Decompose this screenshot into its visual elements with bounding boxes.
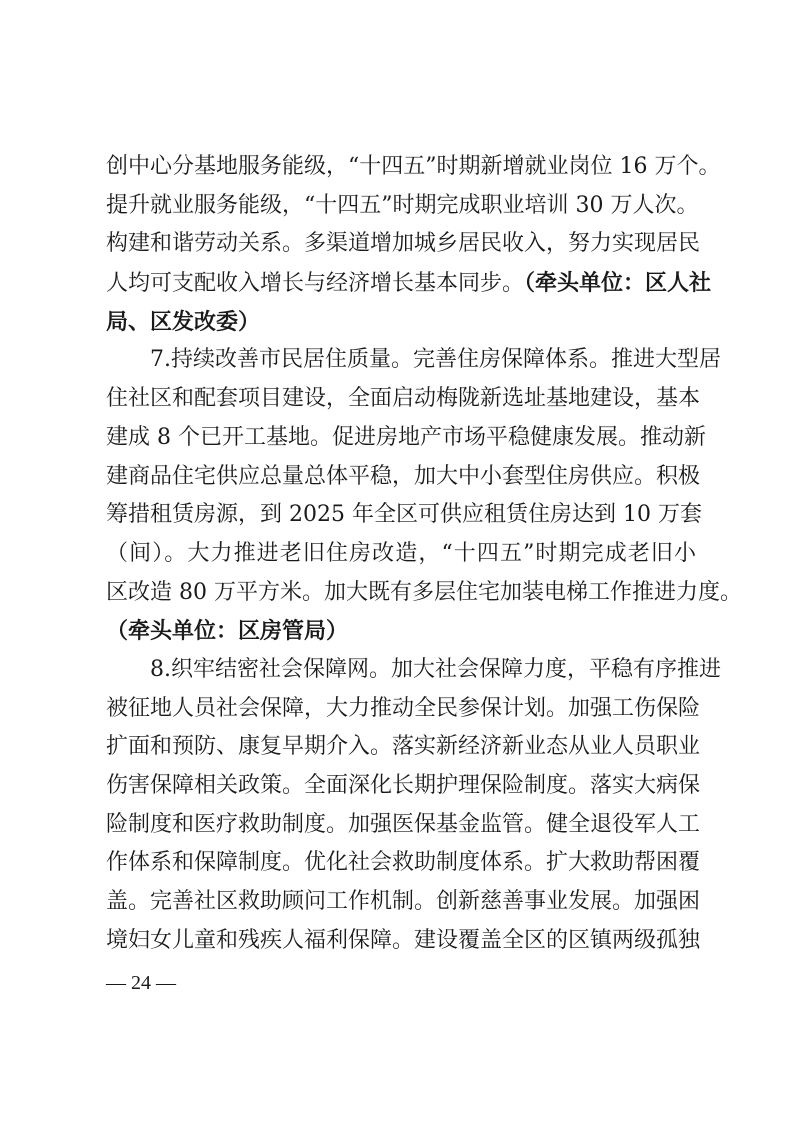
section-heading-8: 8.织牢结密社会保障网。加大社会保障力度，平稳有序推进 [150,656,721,682]
text-line: 境妇女儿童和残疾人福利保障。建设覆盖全区的区镇两级孤独 [106,927,701,953]
text-line: 建商品住宅供应总量总体平稳，加大中小套型住房供应。积极 [106,463,701,489]
text-line: 建成 8 个已开工基地。促进房地产市场平稳健康发展。推动新 [106,424,706,450]
lead-unit-label: （牵头单位：区房管局） [106,618,349,645]
text-line: 作体系和保障制度。优化社会救助制度体系。扩大救助帮困覆 [106,850,701,876]
page-number: — 24 — [106,972,176,994]
text-line: 构建和谐劳动关系。多渠道增加城乡居民收入，努力实现居民 [106,231,701,257]
text-line: 扩面和预防、康复早期介入。落实新经济新业态从业人员职业 [106,734,701,760]
text-line: 伤害保障相关政策。全面深化长期护理保险制度。落实大病保 [106,773,701,798]
text-line: 创中心分基地服务能级，“十四五”时期新增就业岗位 16 万个。 [106,154,721,179]
text-line: 提升就业服务能级，“十四五”时期完成职业培训 30 万人次。 [106,192,699,218]
text-segment: 人均可支配收入增长与经济增长基本同步。 [106,271,525,297]
text-line: 被征地人员社会保障，大力推动全民参保计划。加强工伤保险 [106,695,701,721]
body-text [106,148,742,960]
text-line: （间）。大力推进老旧住房改造，“十四五”时期完成老旧小 [106,540,696,566]
lead-unit-label: 局、区发改委） [106,308,261,335]
text-line: 区改造 80 万平方米。加大既有多层住宅加装电梯工作推进力度。 [106,579,742,605]
text-line: 筹措租赁房源，到 2025 年全区可供应租赁住房达到 10 万套 [106,502,702,528]
text-line: 住社区和配套项目建设，全面启动梅陇新选址基地建设，基本 [106,386,701,412]
text-line: 险制度和医疗救助制度。加强医保基金监管。健全退役军人工 [106,811,701,837]
section-heading-7: 7.持续改善市民居住质量。完善住房保障体系。推进大型居 [150,347,721,373]
text-line: 盖。完善社区救助顾问工作机制。创新慈善事业发展。加强困 [106,889,701,915]
lead-unit-label: （牵头单位：区人社 [524,270,712,297]
text-line [106,264,712,303]
